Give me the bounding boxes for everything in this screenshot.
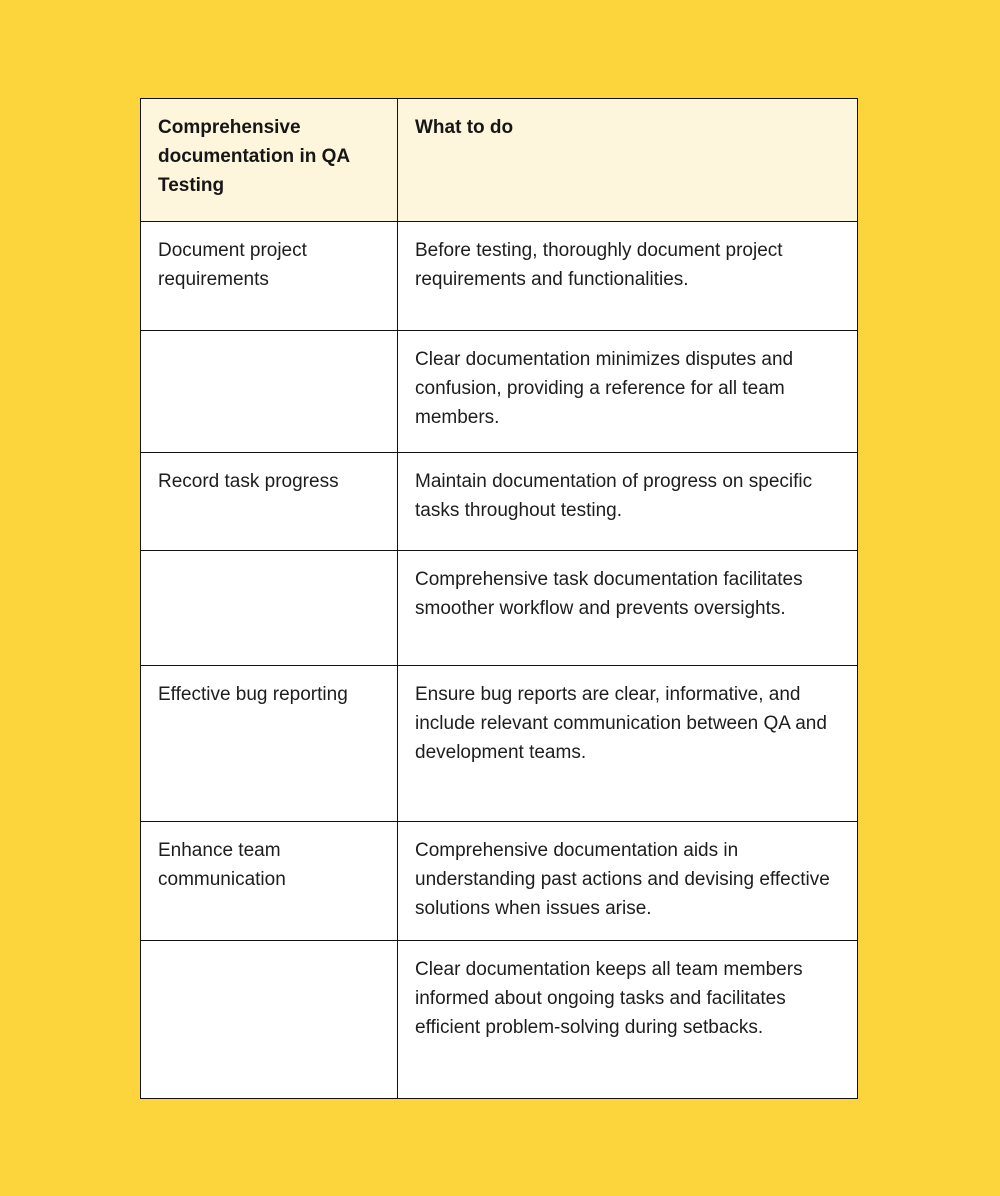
description-cell: Comprehensive task documentation facilitates smoother workflow and prevents oversights. [398, 551, 858, 666]
term-cell: Record task progress [141, 453, 398, 551]
table-row [141, 331, 858, 453]
table-row [141, 551, 858, 666]
table-row [141, 822, 858, 941]
term-cell: Document project requirements [141, 222, 398, 331]
header-cell-what-to-do: What to do [398, 99, 858, 222]
term-cell [141, 331, 398, 453]
table-row [141, 666, 858, 822]
description-cell: Before testing, thoroughly document project requirements and functionalities. [398, 222, 858, 331]
description-cell: Maintain documentation of progress on specific tasks throughout testing. [398, 453, 858, 551]
qa-documentation-table [140, 98, 858, 1099]
table-row [141, 941, 858, 1099]
term-cell: Enhance team communication [141, 822, 398, 941]
header-cell-topic: Comprehensive documentation in QA Testing [141, 99, 398, 222]
description-cell: Comprehensive documentation aids in understanding past actions and devising effective solutions when issues arise. [398, 822, 858, 941]
description-cell: Clear documentation minimizes disputes and confusion, providing a reference for all team members. [398, 331, 858, 453]
description-cell: Clear documentation keeps all team members informed about ongoing tasks and facilitates efficient problem-solving during setbacks. [398, 941, 858, 1099]
term-cell [141, 551, 398, 666]
table-row [141, 222, 858, 331]
description-cell: Ensure bug reports are clear, informative, and include relevant communication between QA and development teams. [398, 666, 858, 822]
table-row [141, 453, 858, 551]
term-cell [141, 941, 398, 1099]
term-cell: Effective bug reporting [141, 666, 398, 822]
table-header-row [141, 99, 858, 222]
